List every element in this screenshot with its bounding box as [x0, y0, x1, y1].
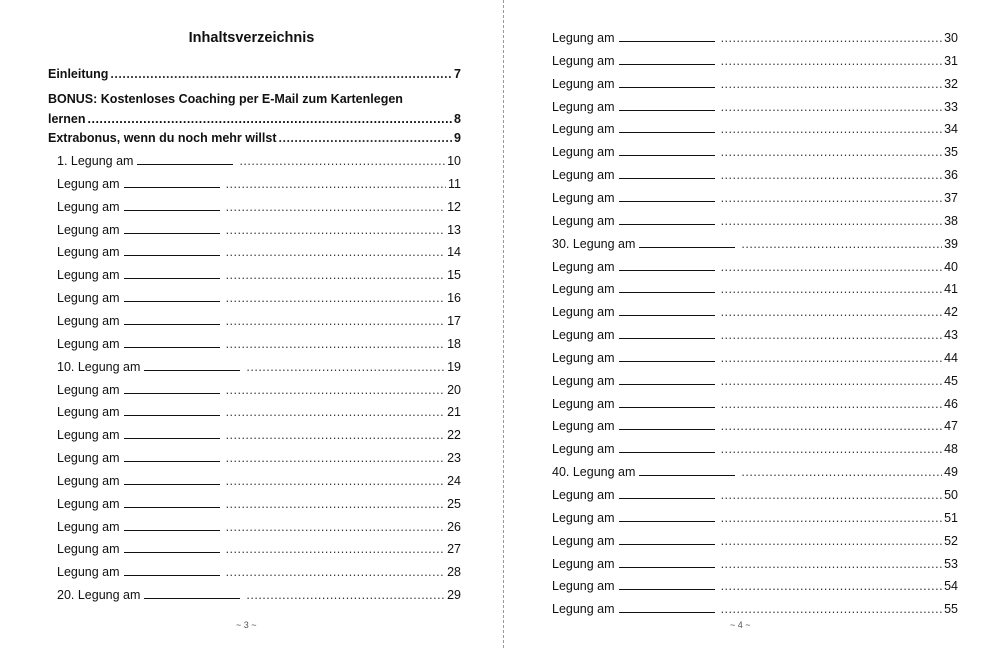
entry-label: 40. Legung am	[552, 465, 636, 480]
entry-page-number: 15	[447, 268, 461, 283]
date-blank-line[interactable]	[124, 562, 220, 576]
date-blank-line[interactable]	[619, 531, 715, 545]
entry-page-number: 19	[447, 359, 461, 374]
entry-page-number: 33	[944, 99, 958, 114]
date-blank-line[interactable]	[619, 165, 715, 179]
dot-leader	[721, 279, 943, 299]
entry-label: Legung am	[552, 396, 615, 411]
dot-leader	[226, 471, 446, 491]
entry-page-number: 32	[944, 76, 958, 91]
entry-label: Legung am	[57, 428, 120, 443]
entry-label: Legung am	[552, 122, 615, 137]
entry-label: Einleitung	[48, 67, 109, 81]
date-blank-line[interactable]	[619, 302, 715, 316]
dot-leader	[226, 402, 446, 422]
date-blank-line[interactable]	[124, 517, 220, 531]
date-blank-line[interactable]	[619, 51, 715, 65]
dot-leader	[110, 64, 452, 84]
date-blank-line[interactable]	[619, 348, 715, 362]
entry-label: Legung am	[57, 405, 120, 420]
dot-leader	[721, 576, 943, 596]
date-blank-line[interactable]	[619, 416, 715, 430]
toc-entry[interactable]	[57, 311, 461, 331]
dot-leader	[226, 220, 446, 240]
toc-entry[interactable]	[552, 371, 958, 391]
toc-entry[interactable]	[552, 439, 958, 459]
dot-leader	[721, 188, 943, 208]
entry-label: Legung am	[552, 328, 615, 343]
date-blank-line[interactable]	[124, 471, 220, 485]
entry-page-number: 37	[944, 190, 958, 205]
date-blank-line[interactable]	[619, 371, 715, 385]
entry-label: 10. Legung am	[57, 359, 141, 374]
entry-label-line2: lernen	[48, 112, 86, 126]
date-blank-line[interactable]	[619, 211, 715, 225]
dot-leader	[721, 439, 943, 459]
entry-label: 20. Legung am	[57, 588, 141, 603]
date-blank-line[interactable]	[619, 325, 715, 339]
entry-page-number: 52	[944, 533, 958, 548]
toc-entry[interactable]	[57, 539, 461, 559]
entry-page-number: 35	[944, 145, 958, 160]
entry-page-number: 43	[944, 328, 958, 343]
toc-entry[interactable]	[552, 74, 958, 94]
date-blank-line[interactable]	[639, 234, 735, 248]
toc-entry-extrabonus[interactable]	[48, 128, 461, 148]
date-blank-line[interactable]	[639, 462, 735, 476]
entry-page-number: 48	[944, 442, 958, 457]
entry-page-number: 54	[944, 579, 958, 594]
dot-leader	[721, 211, 943, 231]
dot-leader	[226, 425, 446, 445]
date-blank-line[interactable]	[619, 576, 715, 590]
entry-page-number: 30	[944, 31, 958, 45]
date-blank-line[interactable]	[124, 494, 220, 508]
date-blank-line[interactable]	[124, 174, 220, 188]
entry-label: Legung am	[57, 199, 120, 214]
dot-leader	[721, 599, 943, 619]
date-blank-line[interactable]	[144, 357, 240, 371]
entry-label: Legung am	[57, 291, 120, 306]
toc-entry[interactable]	[57, 494, 461, 514]
toc-entry[interactable]	[57, 471, 461, 491]
entry-page-number: 36	[944, 168, 958, 183]
entry-label: Legung am	[57, 176, 120, 191]
toc-entry[interactable]	[552, 51, 958, 71]
entry-page-number: 13	[447, 222, 461, 237]
entry-label: Legung am	[552, 190, 615, 205]
dot-leader	[721, 531, 943, 551]
toc-entry[interactable]	[552, 211, 958, 231]
entry-page-number: 18	[447, 336, 461, 351]
dot-leader	[226, 334, 446, 354]
dot-leader	[721, 302, 943, 322]
date-blank-line[interactable]	[619, 554, 715, 568]
date-blank-line[interactable]	[619, 439, 715, 453]
date-blank-line[interactable]	[619, 28, 715, 42]
dot-leader	[226, 562, 446, 582]
entry-label: Legung am	[552, 488, 615, 502]
entry-label: Legung am	[552, 533, 615, 548]
date-blank-line[interactable]	[619, 188, 715, 202]
entry-label: Legung am	[552, 99, 615, 114]
dot-leader	[246, 357, 445, 377]
toc-entry[interactable]	[57, 402, 461, 422]
toc-entry[interactable]	[57, 220, 461, 240]
toc-entry[interactable]	[57, 174, 461, 194]
dot-leader	[721, 508, 943, 528]
toc-entry[interactable]	[552, 142, 958, 162]
entry-page-number: 31	[944, 53, 958, 68]
entry-label: Legung am	[552, 145, 615, 160]
date-blank-line[interactable]	[619, 257, 715, 271]
entry-label: Legung am	[552, 350, 615, 365]
dot-leader	[88, 109, 453, 129]
toc-entry[interactable]	[552, 325, 958, 345]
toc-entry-einleitung[interactable]	[48, 64, 461, 84]
dot-leader	[226, 448, 446, 468]
date-blank-line[interactable]	[124, 220, 220, 234]
page-number-footer: ~ 4 ~	[730, 620, 751, 630]
entry-label: Legung am	[552, 282, 615, 297]
entry-label: Legung am	[552, 213, 615, 228]
toc-entry[interactable]	[57, 288, 461, 308]
toc-entry[interactable]	[57, 265, 461, 285]
entry-label: Legung am	[57, 519, 120, 534]
entry-label: Legung am	[552, 168, 615, 183]
date-blank-line[interactable]	[619, 142, 715, 156]
entry-label: Legung am	[552, 259, 615, 274]
toc-entry[interactable]	[552, 348, 958, 368]
dot-leader	[226, 242, 446, 262]
entry-label: Legung am	[57, 451, 120, 466]
entry-page-number: 26	[447, 519, 461, 534]
date-blank-line[interactable]	[124, 448, 220, 462]
dot-leader	[721, 554, 943, 574]
entry-label: Legung am	[57, 268, 120, 283]
toc-entry[interactable]	[57, 357, 461, 377]
toc-title: Inhaltsverzeichnis	[188, 30, 315, 46]
dot-leader	[721, 485, 943, 505]
date-blank-line[interactable]	[619, 508, 715, 522]
toc-entry[interactable]	[552, 394, 958, 414]
dot-leader	[226, 517, 446, 537]
date-blank-line[interactable]	[124, 265, 220, 279]
dot-leader	[226, 265, 446, 285]
dot-leader	[279, 128, 453, 148]
date-blank-line[interactable]	[124, 334, 220, 348]
entry-label: Legung am	[552, 53, 615, 68]
toc-entry[interactable]	[57, 242, 461, 262]
dot-leader	[721, 416, 943, 436]
entry-page-number: 29	[447, 588, 461, 603]
toc-entry[interactable]	[57, 334, 461, 354]
entry-page-number: 10	[447, 154, 461, 168]
entry-page-number: 28	[447, 565, 461, 580]
entry-page-number: 34	[944, 122, 958, 137]
entry-label: Legung am	[552, 31, 615, 45]
right-page	[504, 0, 1006, 648]
entry-label-line1: BONUS: Kostenloses Coaching per E-Mail zum Kartenlegen	[48, 92, 403, 106]
dot-leader	[246, 585, 445, 605]
dot-leader	[721, 371, 943, 391]
date-blank-line[interactable]	[619, 394, 715, 408]
date-blank-line[interactable]	[619, 97, 715, 111]
toc-entry[interactable]	[552, 302, 958, 322]
entry-label: Legung am	[552, 579, 615, 594]
entry-page-number: 21	[447, 405, 461, 420]
entry-label: Legung am	[552, 419, 615, 434]
entry-page-number: 8	[454, 112, 461, 126]
entry-label: Legung am	[552, 76, 615, 91]
entry-page-number: 55	[944, 602, 958, 617]
dot-leader	[721, 28, 943, 48]
dot-leader	[721, 325, 943, 345]
entry-label: Legung am	[552, 510, 615, 525]
dot-leader	[239, 151, 445, 171]
toc-entry[interactable]	[552, 188, 958, 208]
dot-leader	[741, 234, 942, 254]
toc-entry[interactable]	[57, 425, 461, 445]
entry-label: Legung am	[552, 602, 615, 617]
entry-page-number: 9	[454, 131, 461, 145]
entry-page-number: 27	[447, 542, 461, 557]
entry-page-number: 7	[454, 67, 461, 81]
entry-label: Legung am	[57, 473, 120, 488]
entry-label: Legung am	[552, 373, 615, 388]
dot-leader	[226, 539, 446, 559]
dot-leader	[226, 494, 446, 514]
entry-page-number: 42	[944, 305, 958, 320]
entry-page-number: 47	[944, 419, 958, 434]
date-blank-line[interactable]	[124, 402, 220, 416]
toc-entry[interactable]	[552, 257, 958, 277]
toc-entry[interactable]	[552, 599, 958, 619]
toc-entry[interactable]	[552, 416, 958, 436]
entry-label: 1. Legung am	[57, 154, 134, 168]
entry-page-number: 53	[944, 556, 958, 571]
entry-page-number: 22	[447, 428, 461, 443]
toc-entry[interactable]	[57, 562, 461, 582]
dot-leader	[721, 348, 943, 368]
entry-page-number: 51	[944, 510, 958, 525]
toc-entry[interactable]	[552, 554, 958, 574]
entry-page-number: 46	[944, 396, 958, 411]
toc-entry[interactable]	[552, 279, 958, 299]
entry-page-number: 49	[944, 465, 958, 480]
entry-label: Legung am	[57, 245, 120, 260]
entry-label: Legung am	[57, 565, 120, 580]
entry-page-number: 45	[944, 373, 958, 388]
toc-entry[interactable]	[552, 576, 958, 596]
dot-leader	[226, 311, 446, 331]
entry-page-number: 25	[447, 496, 461, 511]
date-blank-line[interactable]	[124, 539, 220, 553]
entry-page-number: 41	[944, 282, 958, 297]
dot-leader	[741, 462, 942, 482]
dot-leader	[721, 257, 943, 277]
date-blank-line[interactable]	[619, 74, 715, 88]
dot-leader	[226, 380, 446, 400]
dot-leader	[721, 97, 943, 117]
toc-entry[interactable]	[552, 462, 958, 482]
toc-entry[interactable]	[57, 151, 461, 171]
dot-leader	[721, 119, 943, 139]
dot-leader	[226, 288, 446, 308]
dot-leader	[721, 165, 943, 185]
entry-label: Legung am	[57, 336, 120, 351]
toc-entry[interactable]	[552, 97, 958, 117]
entry-page-number: 24	[447, 473, 461, 488]
date-blank-line[interactable]	[124, 197, 220, 211]
entry-label: 30. Legung am	[552, 236, 636, 251]
toc-entry[interactable]	[552, 119, 958, 139]
entry-page-number: 38	[944, 213, 958, 228]
toc-entry-bonus[interactable]	[48, 89, 461, 129]
toc-entry[interactable]	[57, 448, 461, 468]
date-blank-line[interactable]	[137, 151, 233, 165]
entry-page-number: 14	[447, 245, 461, 260]
toc-entry[interactable]	[552, 234, 958, 254]
entry-page-number: 16	[447, 291, 461, 306]
dot-leader	[721, 74, 943, 94]
entry-page-number: 23	[447, 451, 461, 466]
dot-leader	[226, 174, 446, 194]
entry-label: Legung am	[552, 556, 615, 571]
entry-label: Legung am	[552, 442, 615, 457]
date-blank-line[interactable]	[619, 119, 715, 133]
entry-page-number: 39	[944, 236, 958, 251]
date-blank-line[interactable]	[619, 279, 715, 293]
toc-entry[interactable]	[552, 508, 958, 528]
date-blank-line[interactable]	[619, 485, 715, 499]
date-blank-line[interactable]	[124, 311, 220, 325]
entry-page-number: 11	[448, 176, 461, 191]
toc-entry[interactable]	[57, 517, 461, 537]
entry-label: Legung am	[57, 313, 120, 328]
date-blank-line[interactable]	[124, 288, 220, 302]
entry-page-number: 17	[447, 313, 461, 328]
toc-entry[interactable]	[552, 485, 958, 505]
toc-entry[interactable]	[57, 380, 461, 400]
page-number-footer: ~ 3 ~	[236, 620, 257, 630]
toc-entry[interactable]	[552, 28, 958, 48]
toc-entry[interactable]	[57, 585, 461, 605]
entry-label: Extrabonus, wenn du noch mehr willst	[48, 131, 277, 145]
date-blank-line[interactable]	[619, 599, 715, 613]
dot-leader	[721, 51, 943, 71]
entry-page-number: 50	[944, 488, 958, 502]
entry-page-number: 20	[447, 382, 461, 397]
entry-label: Legung am	[552, 305, 615, 320]
entry-label: Legung am	[57, 542, 120, 557]
entry-label: Legung am	[57, 222, 120, 237]
date-blank-line[interactable]	[124, 425, 220, 439]
toc-entry[interactable]	[57, 197, 461, 217]
toc-entry[interactable]	[552, 531, 958, 551]
entry-page-number: 40	[944, 259, 958, 274]
toc-entry[interactable]	[552, 165, 958, 185]
dot-leader	[721, 142, 943, 162]
entry-page-number: 44	[944, 350, 958, 365]
entry-label: Legung am	[57, 382, 120, 397]
date-blank-line[interactable]	[124, 380, 220, 394]
dot-leader	[721, 394, 943, 414]
date-blank-line[interactable]	[144, 585, 240, 599]
entry-label: Legung am	[57, 496, 120, 511]
date-blank-line[interactable]	[124, 242, 220, 256]
entry-page-number: 12	[447, 199, 461, 214]
dot-leader	[226, 197, 446, 217]
